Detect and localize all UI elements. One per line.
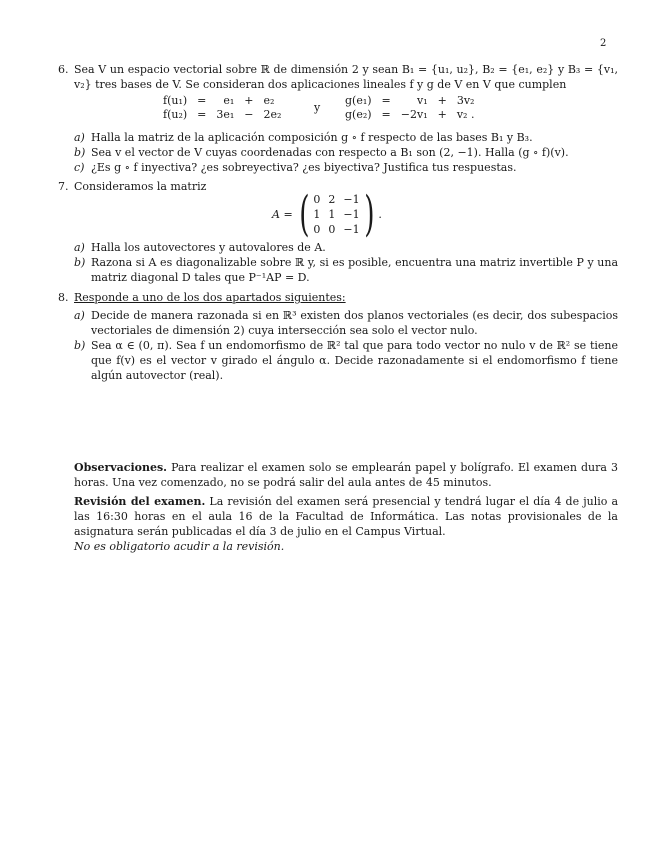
list-item: [74, 145, 618, 160]
matrix-grid: [309, 192, 363, 237]
g-term2-2: v₂ .: [456, 108, 475, 121]
f-op-2: −: [244, 108, 254, 121]
matrix-cell: −1: [343, 222, 360, 236]
matrix-cell: 1: [328, 207, 336, 221]
revision-text: La revisión del examen será presencial y tendrá lugar el día 4 de julio a las 16:30 horas en el aula 16 de la Facultad de Informática. Las notas provisionales de la asignatura serán publicadas el día 3 de julio en el Campus Virtual.: [74, 495, 619, 538]
g-lhs-1: g(e₁): [345, 94, 372, 107]
item-label: a): [74, 241, 85, 254]
conjunction-y: y: [314, 101, 321, 114]
f-lhs-2: f(u₂): [163, 108, 188, 121]
f-system-row: [158, 108, 286, 122]
matrix-row: [309, 222, 363, 237]
matrix-cell: 0: [313, 192, 321, 206]
g-lhs-2: g(e₂): [345, 108, 372, 121]
g-eq-1: =: [381, 94, 391, 107]
list-item: [74, 130, 618, 145]
observaciones-section: [74, 460, 618, 490]
matrix-A: [272, 186, 382, 242]
item-label: a): [74, 309, 85, 322]
g-system-row: [340, 108, 479, 122]
observaciones-text: Para realizar el examen solo se emplearán papel y bolígrafo. El examen dura 3 horas. Una vez comenzado, no se podrá salir del aula antes de 45 minutos.: [74, 461, 619, 489]
g-term1-1: v₁: [416, 94, 428, 107]
f-term1-1: e₁: [223, 94, 235, 107]
f-eq-1: =: [197, 94, 207, 107]
item-text: Sea α ∈ (0, π). Sea f un endomorfismo de ℝ² tal que para todo vector no nulo v de ℝ² se tiene que f(v) es el vector v girado el ángulo α. Decide razonadamente si el endomorfismo f tiene algún autovector (real).: [91, 339, 618, 382]
matrix-cell: 0: [313, 222, 321, 236]
item-text: ¿Es g ∘ f inyectiva? ¿es sobreyectiva? ¿es biyectiva? Justifica tus respuestas.: [91, 161, 517, 174]
matrix-period: .: [378, 207, 382, 221]
item-text: Decide de manera razonada si en ℝ³ existen dos planos vectoriales (es decir, dos subespacios vectoriales de dimensión 2) cuya intersección sea solo el vector nulo.: [91, 309, 618, 337]
list-item: [74, 240, 618, 255]
item-label: b): [74, 256, 86, 269]
matrix-label: A =: [272, 207, 293, 221]
revision-section: [74, 494, 618, 554]
revision-title: Revisión del examen.: [74, 495, 206, 508]
g-eq-2: =: [381, 108, 391, 121]
f-term2-1: e₂: [263, 94, 275, 107]
problem-8-intro: Responde a uno de los dos apartados siguientes:: [74, 291, 346, 304]
right-paren: ): [363, 186, 375, 242]
observaciones-title: Observaciones.: [74, 461, 168, 474]
page-number: 2: [600, 38, 607, 49]
item-text: Sea v el vector de V cuyas coordenadas con respecto a B₁ son (2, −1). Halla (g ∘ f)(v).: [91, 146, 569, 159]
list-item: [74, 308, 618, 338]
problem-7-intro: Consideramos la matriz: [74, 180, 207, 193]
item-label: b): [74, 146, 86, 159]
matrix-cell: 0: [328, 222, 336, 236]
matrix-row: [309, 192, 363, 207]
matrix-cell: 2: [328, 192, 336, 206]
f-term2-2: 2e₂: [263, 108, 282, 121]
problem-6-items: [74, 130, 618, 175]
problem-7-number: 7.: [58, 180, 69, 193]
matrix-row: [309, 207, 363, 222]
f-lhs-1: f(u₁): [163, 94, 188, 107]
item-label: c): [74, 161, 85, 174]
g-op-1: +: [437, 94, 447, 107]
f-term1-2: 3e₁: [216, 108, 235, 121]
list-item: [74, 255, 618, 285]
g-term2-1: 3v₂: [456, 94, 475, 107]
problem-8-items: [74, 308, 618, 383]
revision-note: No es obligatorio acudir a la revisión.: [74, 540, 285, 553]
matrix-cell: 1: [313, 207, 321, 221]
problem-6-intro: Sea V un espacio vectorial sobre ℝ de dimensión 2 y sean B₁ = {u₁, u₂}, B₂ = {e₁, e₂} y B₃ = {v₁, v₂} tres bases de V. Se consideran dos aplicaciones lineales f y g de V en V que cumplen: [74, 63, 618, 91]
g-op-2: +: [437, 108, 447, 121]
item-text: Halla la matriz de la aplicación composición g ∘ f respecto de las bases B₁ y B₃.: [91, 131, 533, 144]
g-system: [340, 94, 479, 122]
item-label: a): [74, 131, 85, 144]
problem-6: [58, 62, 618, 92]
item-label: b): [74, 339, 86, 352]
g-system-row: [340, 94, 479, 108]
item-text: Razona si A es diagonalizable sobre ℝ y, si es posible, encuentra una matriz invertible P y una matriz diagonal D tales que P⁻¹AP = D.: [91, 256, 618, 284]
problem-8-number: 8.: [58, 291, 69, 304]
matrix-cell: −1: [343, 207, 360, 221]
g-term1-2: −2v₁: [400, 108, 428, 121]
left-paren: (: [298, 186, 310, 242]
matrix-cell: −1: [343, 192, 360, 206]
list-item: [74, 160, 618, 175]
f-system-row: [158, 94, 286, 108]
f-op-1: +: [244, 94, 254, 107]
problem-6-number: 6.: [58, 63, 69, 76]
problem-7-items: [74, 240, 618, 285]
f-system: [158, 94, 286, 122]
list-item: [74, 338, 618, 383]
item-text: Halla los autovectores y autovalores de A.: [91, 241, 326, 254]
problem-8: [58, 290, 618, 305]
f-eq-2: =: [197, 108, 207, 121]
